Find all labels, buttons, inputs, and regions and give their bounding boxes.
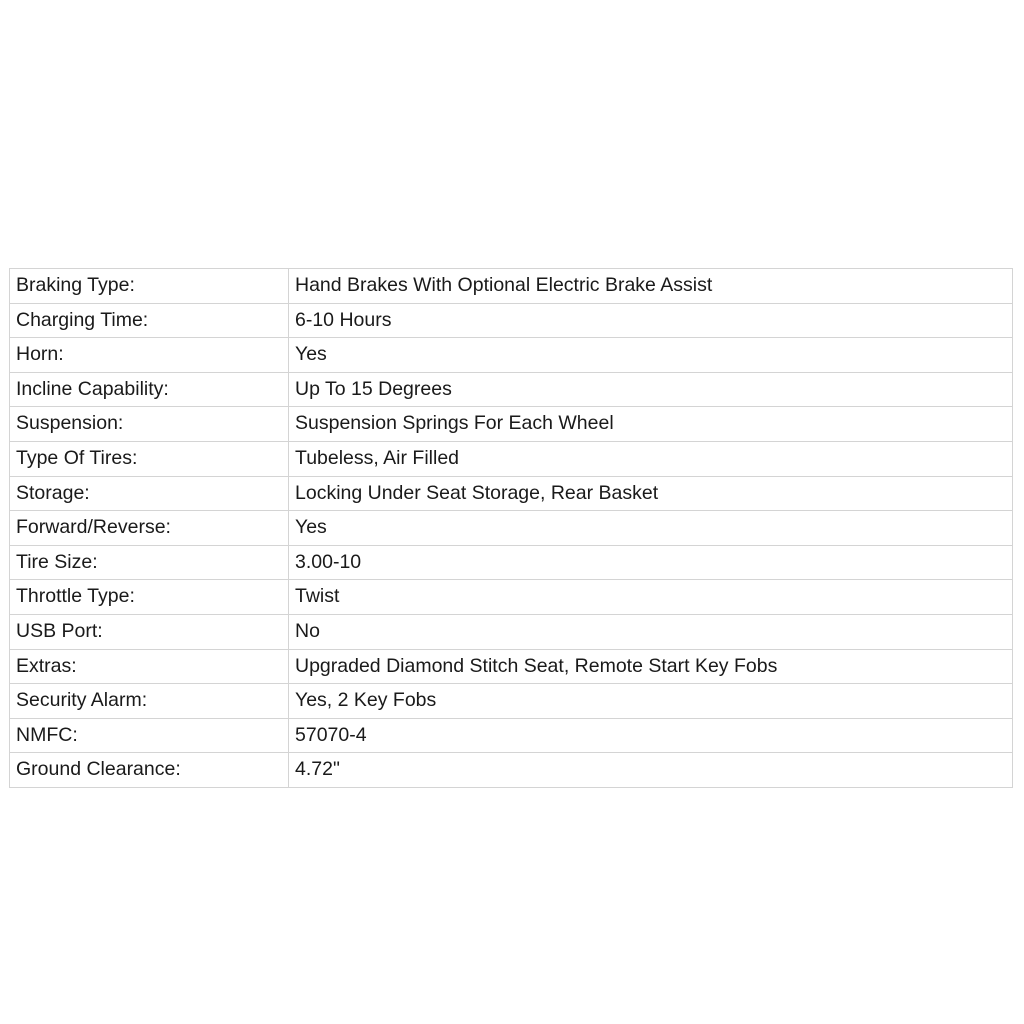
spec-value: Upgraded Diamond Stitch Seat, Remote Start Key Fobs xyxy=(289,649,1013,684)
spec-value: Tubeless, Air Filled xyxy=(289,441,1013,476)
spec-value: Yes, 2 Key Fobs xyxy=(289,684,1013,719)
table-row xyxy=(10,580,1013,615)
table-row xyxy=(10,684,1013,719)
spec-label: Suspension: xyxy=(10,407,289,442)
table-row xyxy=(10,649,1013,684)
table-row xyxy=(10,303,1013,338)
spec-value: Suspension Springs For Each Wheel xyxy=(289,407,1013,442)
table-row xyxy=(10,476,1013,511)
spec-label: NMFC: xyxy=(10,718,289,753)
spec-value: No xyxy=(289,614,1013,649)
spec-value: Up To 15 Degrees xyxy=(289,372,1013,407)
table-row xyxy=(10,614,1013,649)
spec-label: Throttle Type: xyxy=(10,580,289,615)
spec-label: Horn: xyxy=(10,338,289,373)
spec-value: 6-10 Hours xyxy=(289,303,1013,338)
table-row xyxy=(10,753,1013,788)
spec-value: Hand Brakes With Optional Electric Brake Assist xyxy=(289,269,1013,304)
spec-value: Yes xyxy=(289,338,1013,373)
spec-table xyxy=(9,268,1013,788)
spec-label: Braking Type: xyxy=(10,269,289,304)
spec-label: Charging Time: xyxy=(10,303,289,338)
table-row xyxy=(10,372,1013,407)
spec-label: Incline Capability: xyxy=(10,372,289,407)
spec-label: Ground Clearance: xyxy=(10,753,289,788)
spec-label: USB Port: xyxy=(10,614,289,649)
spec-label: Tire Size: xyxy=(10,545,289,580)
spec-value: 4.72" xyxy=(289,753,1013,788)
spec-label: Type Of Tires: xyxy=(10,441,289,476)
table-row xyxy=(10,718,1013,753)
spec-label: Extras: xyxy=(10,649,289,684)
spec-value: 57070-4 xyxy=(289,718,1013,753)
table-row xyxy=(10,545,1013,580)
spec-value: 3.00-10 xyxy=(289,545,1013,580)
spec-value: Yes xyxy=(289,511,1013,546)
table-row xyxy=(10,441,1013,476)
table-row xyxy=(10,269,1013,304)
spec-label: Storage: xyxy=(10,476,289,511)
spec-label: Security Alarm: xyxy=(10,684,289,719)
table-row xyxy=(10,407,1013,442)
table-row xyxy=(10,338,1013,373)
spec-label: Forward/Reverse: xyxy=(10,511,289,546)
spec-value: Twist xyxy=(289,580,1013,615)
table-row xyxy=(10,511,1013,546)
spec-value: Locking Under Seat Storage, Rear Basket xyxy=(289,476,1013,511)
